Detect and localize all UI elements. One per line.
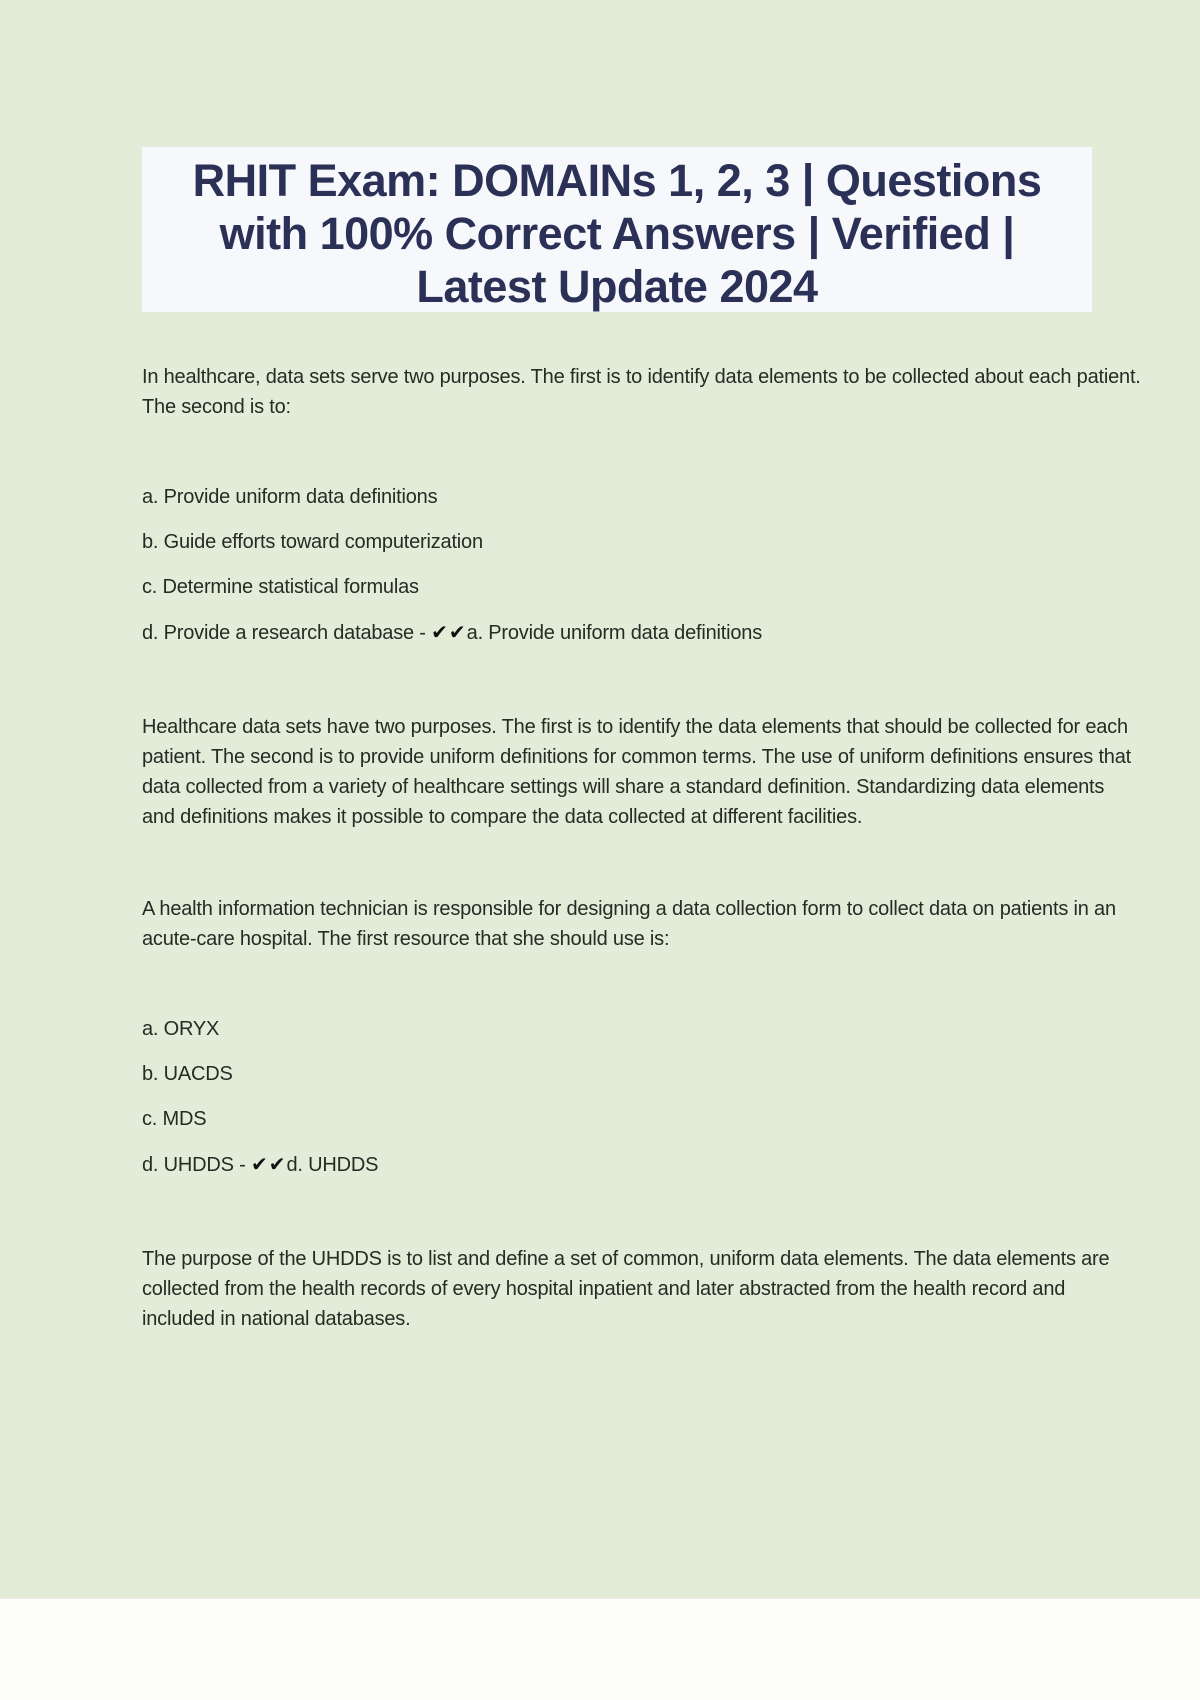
option-a: a. ORYX xyxy=(142,1018,220,1040)
page-bottom-margin xyxy=(0,1598,1200,1700)
title-banner xyxy=(142,147,1092,312)
option-c: c. MDS xyxy=(142,1108,207,1130)
explanation-text: The purpose of the UHDDS is to list and define a set of common, uniform data elements. The data elements are collected from the health records of every hospital inpatient and later abstracted from the health record and included in national databases. xyxy=(142,1248,1110,1330)
option-d-text: d. UHDDS - xyxy=(142,1154,251,1176)
double-checkmark-icon: ✔✔ xyxy=(250,1152,287,1176)
title-line-3: Latest Update 2024 xyxy=(416,261,818,312)
option-b: b. Guide efforts toward computerization xyxy=(142,531,483,553)
options-list xyxy=(142,482,1142,648)
correct-answer-text: d. UHDDS xyxy=(286,1154,379,1176)
question-text: In healthcare, data sets serve two purposes. The first is to identify data elements to be collected about each patient. The second is to: xyxy=(142,366,1141,418)
explanation-text: Healthcare data sets have two purposes. The first is to identify the data elements that should be collected for each patient. The second is to provide uniform definitions for common terms. The use of uniform definitions ensures that data collected from a variety of healthcare settings will share a standard definition. Standardizing data elements and definitions makes it possible to compare the data collected at different facilities. xyxy=(142,716,1132,828)
option-d-text: d. Provide a research database - xyxy=(142,622,432,644)
document-body xyxy=(142,362,1142,1396)
option-b: b. UACDS xyxy=(142,1063,233,1085)
double-checkmark-icon: ✔✔ xyxy=(431,620,467,644)
options-list xyxy=(142,1014,1142,1180)
option-d-answer-line xyxy=(142,617,1142,648)
correct-answer-text: a. Provide uniform data definitions xyxy=(466,622,763,644)
title-line-1: RHIT Exam: DOMAINs 1, 2, 3 | Questions xyxy=(192,155,1042,206)
option-a: a. Provide uniform data definitions xyxy=(142,486,438,508)
option-d-answer-line xyxy=(142,1149,1142,1180)
question-text: A health information technician is responsible for designing a data collection form to collect data on patients in an acute-care hospital. The first resource that she should use is: xyxy=(142,898,1116,950)
option-c: c. Determine statistical formulas xyxy=(142,576,419,598)
title-line-2: with 100% Correct Answers | Verified | xyxy=(219,208,1015,259)
